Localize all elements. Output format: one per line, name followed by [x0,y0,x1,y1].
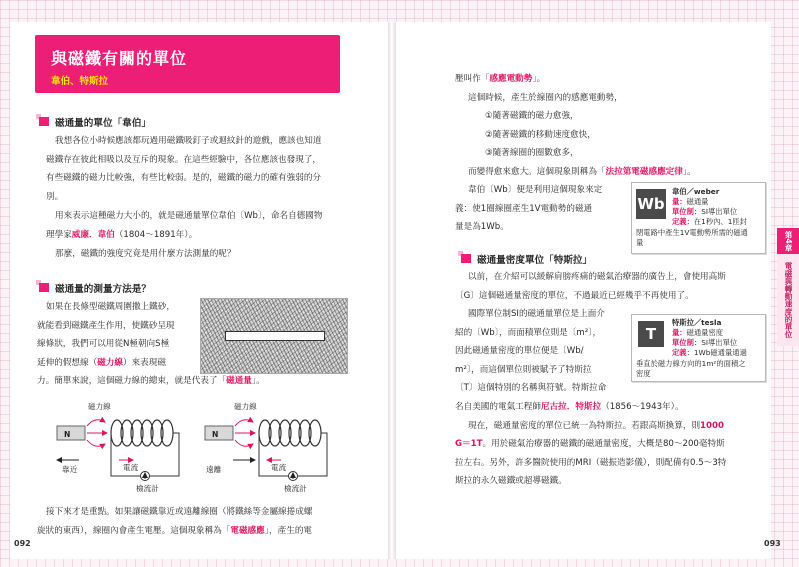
paragraph [46,207,346,244]
iron-filings-photo [200,298,348,374]
label-galvanometer-right: 檢流計 [284,484,307,493]
paragraph [46,132,346,206]
unit-row [672,348,747,359]
field-line [87,420,105,426]
text-line: 力。簡單來說，這個磁力線的總束，就是代表了「 [37,376,227,386]
chapter-side-tab [777,228,799,346]
text-line: 紹的〔Wb〕，而面積單位則是〔m²〕， [455,327,602,338]
text-line: 而變得愈來愈大。這個現象則稱為「 [468,166,606,177]
unit-row [672,207,737,218]
text-line: 這個時候，產生於線圈內的感應電動勢， [468,92,623,103]
induction-diagram [55,398,355,498]
text-line: 有些磁鐵的磁力比較強，有些比較弱。是的，磁鐵的磁力的確有強弱的分 [46,173,322,184]
text-line: 延伸的假想線（ [37,357,98,368]
unit-definition-cont: 密度 [636,369,651,378]
label-current-left: 電流 [123,463,139,472]
text-line: 磁鐵存在彼此相吸以及互斥的現象。在這些經驗中，各位應該也發現了， [46,154,322,165]
text-line: 線條狀，我們可以用從N極朝向S極 [37,339,170,350]
field-line [235,440,253,446]
text-line: 斯拉的永久磁鐵或超導磁鐵。 [455,476,567,487]
paragraph [37,372,357,391]
text-line: 」。 [682,166,696,177]
emphasis-em-induction: 電磁感應 [230,525,265,536]
emphasis-faraday-law: 法拉第電磁感應定律 [605,166,683,177]
text-line: （1856～1943年）。 [601,402,684,412]
text-line: 旋狀的東西），線圈內會產生電壓。這個現象稱為「 [37,525,231,536]
book-gutter [388,22,396,559]
unit-row [672,328,723,339]
emphasis-weber-name: 威廉．韋伯 [71,229,115,240]
list-item: ②隨著磁鐵的移動速度愈快， [485,129,596,140]
label-galvanometer-left: 檢流計 [136,484,159,493]
unit-row-key: 量： [672,197,687,206]
unit-row [672,197,708,208]
paragraph [455,287,773,306]
text-line: ）來表現磁 [122,357,166,368]
field-line [87,440,105,446]
unit-row-key: 定義： [672,348,694,357]
paragraph [37,298,195,372]
text-line: 接下來才是重點。如果讓磁鐵靠近或遠離線圈（將鐵絲等金屬線捲成螺 [46,507,313,517]
section-heading-weber: 磁通量的單位「韋伯」 [55,118,151,129]
section-heading-tesla: 磁通量密度單位「特斯拉」 [477,255,593,266]
unit-name: 特斯拉／tesla [672,318,722,327]
unit-card-tesla [631,314,766,382]
page-number-left: 092 [14,539,31,548]
heading-marker [458,251,472,263]
unit-row [672,338,737,349]
section-heading-measure: 磁通量的測量方法是？ [55,284,151,295]
text-line: 現在，磁通量密度的單位已統一為特斯拉。若跟高斯換算，則 [468,420,701,431]
unit-symbol-t: T [638,321,664,347]
magnet-left [57,426,85,440]
label-pole-right: N [212,430,219,439]
label-approach: 靠近 [62,465,78,474]
text-line: 如果在長條型磁鐵周圍撒上鐵砂， [46,302,175,312]
unit-row-key: 定義： [672,217,694,226]
text-line: （1804～1891年）。 [114,229,198,240]
heading-marker [36,280,50,292]
page-number-right: 093 [764,539,781,548]
text-line: 」。 [251,376,265,386]
paragraph [455,268,773,287]
text-line: 義：使1圈線圈產生1V電動勢的磁通 [455,203,593,214]
emphasis-tesla-name: 尼古拉．特斯拉 [540,402,602,412]
unit-row-key: 單位制： [672,338,702,347]
unit-row-value: SI導出單位 [701,338,738,347]
emphasis-g-equals-t: G＝1T [455,439,483,450]
text-line: 因此磁通量密度的單位便是〔Wb/ [455,346,584,357]
text-line: 量是為1Wb。 [455,222,509,233]
diagram-right [205,420,327,481]
emphasis-magnetic-flux: 磁通量 [226,376,252,386]
bar-magnet [225,331,325,341]
paragraph [46,245,346,264]
text-line: 那麼，磁鐵的強度究竟是用什麼方法測量的呢？ [55,249,236,259]
label-move-away: 遠離 [206,465,222,474]
coil-right [259,420,321,446]
unit-card-weber [631,182,766,254]
paragraph [37,503,349,540]
text-line: 〔G〕這個磁通量密度的單位，不過最近已經幾乎不再使用了。 [455,291,694,301]
label-magnetic-lines-right: 磁力線 [234,402,257,411]
list-item: ①隨著磁鐵的磁力愈強， [485,111,579,122]
paragraph [455,70,775,182]
page-title: 與磁鐵有關的單位 [51,49,188,68]
list-item: ③隨著線圈的圈數愈多， [485,148,579,159]
chapter-title: 電磁與轉動速度的單位 [777,254,799,346]
text-line: m²〕，而這個單位則被賦予了特斯拉 [455,364,592,375]
text-line: 拉左右。另外，許多醫院使用的MRI（磁振造影儀），則配備有0.5～3特 [455,457,727,468]
unit-definition-cont: 垂直於磁力線方向的1m²的面積之 [636,359,746,368]
label-current-right: 電流 [271,463,287,472]
paragraph [455,181,623,237]
unit-row-key: 量： [672,328,687,337]
paragraph [455,398,773,491]
text-line: 。用於磁氣治療器的磁鐵的磁通量密度，大概是80～200毫特斯 [482,439,725,450]
unit-row-value: 1Wb磁通量通過 [693,348,747,357]
emphasis-1000: 1000 [700,420,724,431]
heading-marker [36,114,50,126]
unit-symbol-wb: Wb [636,189,666,219]
chapter-number: 第4章 [777,228,799,254]
text-line: 〔T〕這個特別的名稱與符號。特斯拉命 [455,383,607,394]
text-line: 壓叫作「 [455,74,490,84]
coil-left [111,420,173,446]
emphasis-induced-emf: 感應電動勢 [489,74,533,84]
text-line: 名自美國的電氣工程師 [455,402,541,412]
text-line: 理學家 [46,229,72,240]
magnet-right [205,426,233,440]
text-line: 韋伯〔Wb〕便是利用這個現象來定 [468,185,603,195]
paragraph [455,305,627,398]
text-line: 以前，在介紹可以緩解肩膀疼痛的磁氣治療器的廣告上，會使用高斯 [468,272,726,282]
text-line: 就能看到磁鐵產生作用，使鐵砂呈現 [37,320,175,331]
unit-name: 韋伯／weber [672,187,720,196]
text-line: 」。 [532,74,546,84]
unit-row [672,217,747,228]
label-pole-left: N [64,430,71,439]
unit-row-key: 單位制： [672,207,702,216]
emphasis-magnetic-lines: 磁力線 [97,357,123,368]
text-line: 用來表示這種磁力大小的，就是磁通量單位韋伯〔Wb〕，命名自德國物 [55,211,323,221]
unit-definition-cont: 量 [636,238,644,247]
unit-row-value: 磁通量密度 [686,328,724,337]
text-line: 我想各位小時候應該都玩過用磁鐵吸釘子或迴紋針的遊戲，應該也知道 [55,136,322,146]
text-line: 別。 [46,191,64,202]
text-line: 國際單位制SI的磁通量單位是上面介 [468,309,605,319]
title-banner [35,35,340,93]
label-magnetic-lines-left: 磁力線 [88,402,111,411]
unit-row-value: 在1秒內、1匝封 [693,217,747,226]
field-line [235,420,253,426]
text-line: 」，產生的電 [264,525,313,536]
unit-row-value: 磁通量 [686,197,709,206]
page-subtitle: 韋伯、特斯拉 [51,76,109,87]
unit-definition-cont: 閉電路中產生1V電動勢所需的磁通 [636,228,748,237]
unit-row-value: SI導出單位 [701,207,738,216]
